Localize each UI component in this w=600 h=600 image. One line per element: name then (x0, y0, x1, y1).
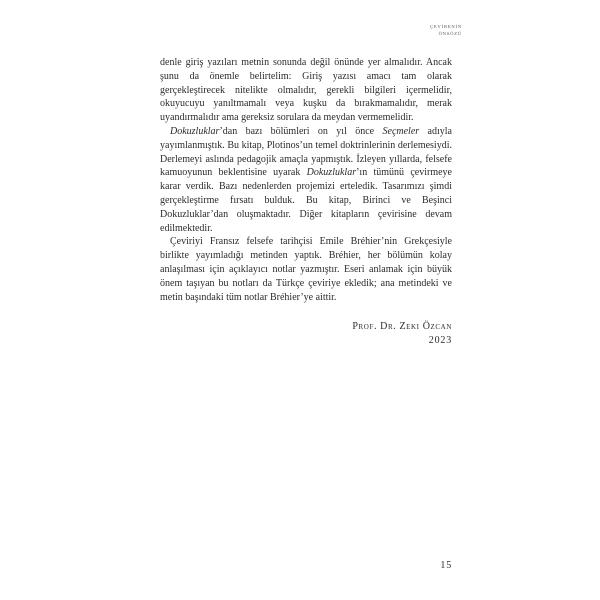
body-text (160, 56, 452, 304)
signature-year: 2023 (428, 335, 452, 346)
paragraph-2 (160, 125, 452, 235)
running-head-line-1: ÇEVİRENİN (430, 24, 462, 29)
italic-title-secmeler: Seçmeler (382, 125, 420, 137)
paragraph-2-run-4: adıyla yayımlanmıştık. Bu kitap, Plotinos’un temel doktrinlerinin derlemesiydi. Derlemeyi aslında pedagojik amaçla yapmıştık. İzleyen yıllarda, felsefe kamuoyunun beklentisine uyarak (160, 125, 452, 179)
italic-title-dokuzluklar: Dokuzluklar (170, 125, 220, 137)
italic-title-dokuzluklar-2: Dokuzluklar (306, 167, 357, 179)
page-number: 15 (440, 560, 452, 571)
author-name: Prof. Dr. Zeki Özcan (352, 321, 452, 332)
paragraph-3 (160, 235, 452, 304)
signature (352, 320, 452, 348)
paragraph-1-run-1: denle giriş yazıları metnin sonunda değil önünde yer almalıdır. Ancak şunu da önemle belirtelim: Giriş yazısı amacı tam olarak gerçekleştirecek nitelikte olmalıdır, gerekli bilgileri içermelidir, okuyucuyu yanıltmamalı veya kuşku da bırakmamalıdır, merak uyandırmalıdır ama gereksiz sorulara da meydan vermemelidir. (160, 57, 452, 124)
paragraph-2-run-2: ’dan bazı bölümleri on yıl önce (219, 125, 383, 137)
running-head-line-2: ÖNSÖZÜ (438, 31, 462, 36)
paragraph-1 (160, 56, 452, 125)
paragraph-3-run-1: Çeviriyi Fransız felsefe tarihçisi Emile Bréhier’nin Grekçesiyle birlikte yayımladığı metinden yaptık. Bréhier, her bölümün kolay anlaşılması için açıklayıcı notlar yazmıştır. Eseri anlamak için büyük önem taşıyan bu notları da Türkçe çeviriye ekledik; ana metindeki ve metin başındaki tüm notlar Bréhier’ye aittir. (160, 236, 452, 303)
running-head (430, 23, 462, 37)
paragraph-2-run-6: ’ın tümünü çevirmeye karar verdik. Bazı nedenlerden projemizi erteledik. Tasarımızı şimdi gerçekleştirme fırsatı bulduk. Bu kitap, Birinci ve Beşinci Dokuzluklar’dan oluşmaktadır. Diğer kitapların çevirisine devam edilmektedir. (160, 167, 452, 234)
